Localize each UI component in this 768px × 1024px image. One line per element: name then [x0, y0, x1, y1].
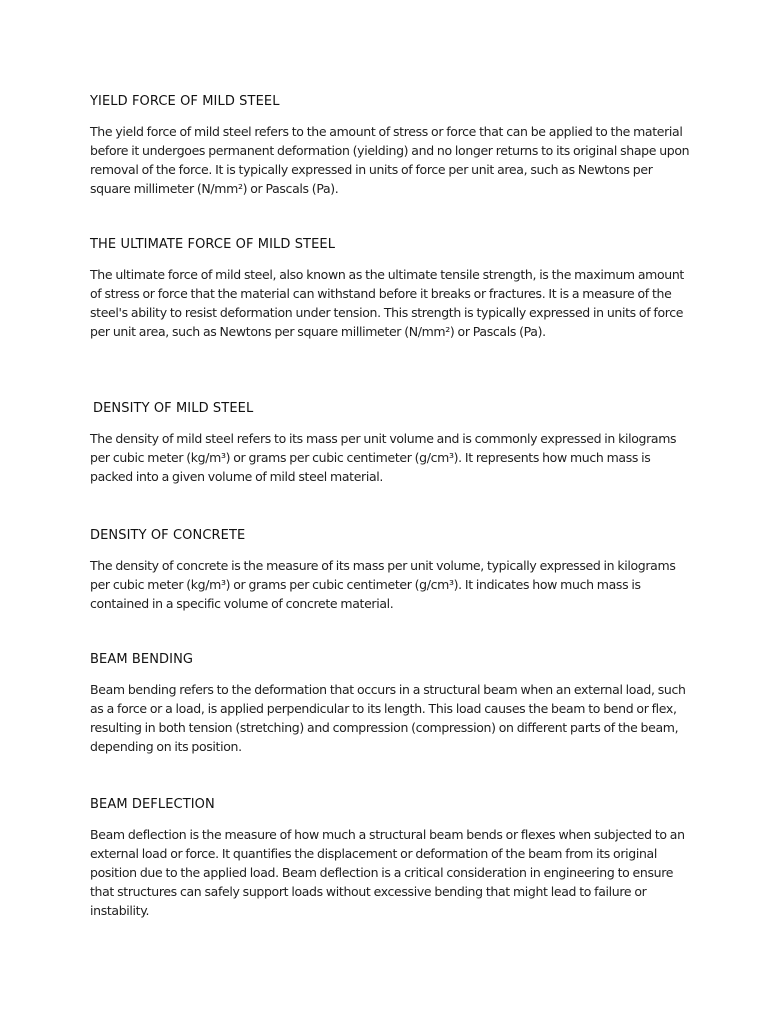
section-heading: THE ULTIMATE FORCE OF MILD STEEL [90, 237, 336, 252]
section-paragraph: The density of mild steel refers to its mass per unit volume and is commonly expressed in kilograms per cubic meter (kg/m³) or grams per cubic centimeter (g/cm³). It represents how much mass is packed into a given volume of mild steel material. [90, 431, 677, 484]
section-density-concrete [90, 527, 690, 613]
section-beam-deflection [90, 796, 690, 920]
section-heading: BEAM BENDING [90, 652, 194, 667]
section-beam-bending [90, 651, 690, 756]
section-density-mild-steel [90, 400, 690, 486]
section-paragraph: Beam bending refers to the deformation that occurs in a structural beam when an external load, such as a force or a load, is applied perpendicular to its length. This load causes the beam to bend or flex, resulting in both tension (stretching) and compression (compression) on different parts of the beam, depending on its position. [90, 682, 686, 754]
section-yield-force [90, 93, 690, 198]
section-ultimate-force [90, 236, 690, 341]
section-paragraph: The yield force of mild steel refers to the amount of stress or force that can be applied to the material before it undergoes permanent deformation (yielding) and no longer returns to its original shape upon removal of the force. It is typically expressed in units of force per unit area, such as Newtons per square millimeter (N/mm²) or Pascals (Pa). [90, 124, 690, 196]
section-paragraph: The density of concrete is the measure of its mass per unit volume, typically expressed in kilograms per cubic meter (kg/m³) or grams per cubic centimeter (g/cm³). It indicates how much mass is contained in a specific volume of concrete material. [90, 558, 676, 611]
section-heading: YIELD FORCE OF MILD STEEL [90, 94, 280, 109]
section-paragraph: The ultimate force of mild steel, also known as the ultimate tensile strength, is the maximum amount of stress or force that the material can withstand before it breaks or fractures. It is a measure of the steel's ability to resist deformation under tension. This strength is typically expressed in units of force per unit area, such as Newtons per square millimeter (N/mm²) or Pascals (Pa). [90, 267, 684, 339]
section-paragraph: Beam deflection is the measure of how much a structural beam bends or flexes when subjected to an external load or force. It quantifies the displacement or deformation of the beam from its original position due to the applied load. Beam deflection is a critical consideration in engineering to ensure that structures can safely support loads without excessive bending that might lead to failure or instability. [90, 827, 685, 918]
section-heading: BEAM DEFLECTION [90, 797, 215, 812]
section-heading: DENSITY OF MILD STEEL [93, 401, 254, 416]
section-heading: DENSITY OF CONCRETE [90, 528, 246, 543]
